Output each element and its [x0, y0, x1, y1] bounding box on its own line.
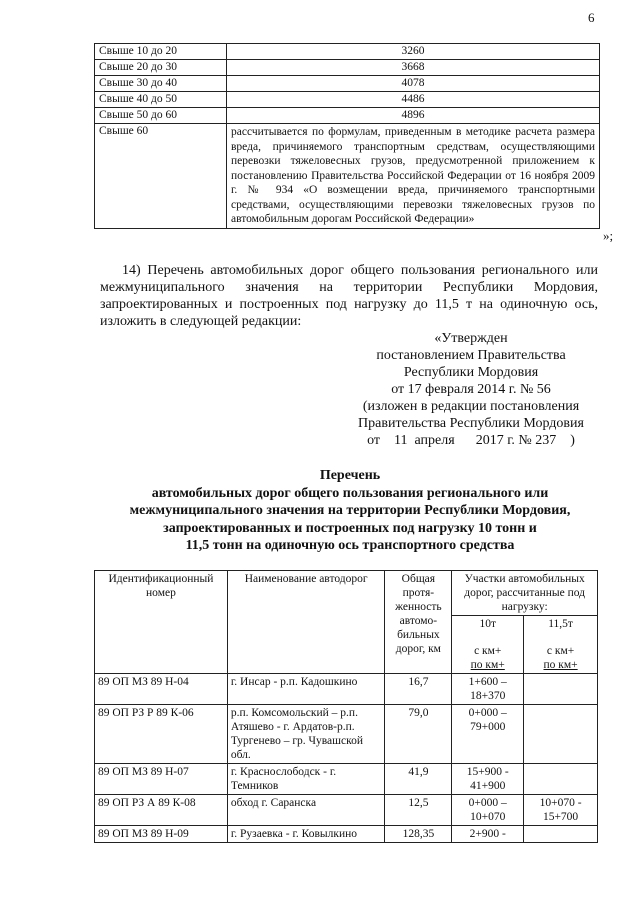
- table-row: [95, 124, 600, 229]
- header-km-to: по км+: [470, 659, 505, 671]
- section-115t: [524, 764, 598, 795]
- date-prefix: от: [367, 433, 381, 448]
- road-name: обход г. Саранска: [227, 795, 385, 826]
- section-115t: 10+070 - 15+700: [524, 795, 598, 826]
- table-row: [95, 76, 600, 92]
- date-month: апреля: [414, 433, 455, 448]
- heading-line: Перечень: [319, 468, 381, 483]
- approval-line: (изложен в редакции постановления: [362, 399, 580, 414]
- road-id: 89 ОП МЗ 89 Н-09: [95, 826, 228, 843]
- list-heading: [100, 467, 600, 555]
- table-row: [95, 764, 598, 795]
- damage-value: 4486: [227, 92, 600, 108]
- weight-range: Свыше 30 до 40: [95, 76, 227, 92]
- approval-line: постановлением Правительства: [376, 348, 566, 363]
- road-length: 12,5: [385, 795, 452, 826]
- weight-range: Свыше 60: [95, 124, 227, 229]
- header-load-10: 10т с км+ по км+: [452, 616, 524, 674]
- road-length: 128,35: [385, 826, 452, 843]
- section-10t: 0+000 – 10+070: [452, 795, 524, 826]
- heading-line: запроектированных и построенных под нагрузку 10 тонн и: [163, 520, 537, 536]
- heading-line: 11,5 тонн на одиночную ось транспортного средства: [185, 538, 515, 553]
- table-row: [95, 44, 600, 60]
- approval-line: Правительства Республики Мордовия: [358, 416, 584, 431]
- road-id: 89 ОП МЗ 89 Н-07: [95, 764, 228, 795]
- weight-range: Свыше 10 до 20: [95, 44, 227, 60]
- date-year: 2017 г. №: [475, 433, 532, 448]
- approval-block: [336, 330, 606, 449]
- damage-value: 4078: [227, 76, 600, 92]
- road-name: р.п. Комсомольский – р.п. Атяшево - г. Ардатов-р.п. Тургенево – гр. Чувашской обл.: [227, 705, 385, 764]
- section-10t: 1+600 – 18+370: [452, 674, 524, 705]
- weight-range: Свыше 20 до 30: [95, 60, 227, 76]
- approval-date-line: [336, 432, 606, 449]
- table-row: [95, 826, 598, 843]
- damage-value: 3668: [227, 60, 600, 76]
- header-name: Наименование автодорог: [227, 571, 385, 674]
- paragraph-text: 14) Перечень автомобильных дорог общего пользования регионального или межмуниципального значения на территории Республики Мордовия, запроектированных и построенных под нагрузку до 11,5 т на одиночную ось, изложить в следующей редакции:: [100, 263, 598, 329]
- decree-number: 237: [535, 433, 557, 448]
- page-number: 6: [588, 10, 595, 25]
- damage-table: [94, 43, 600, 229]
- table-row: [95, 795, 598, 826]
- section-115t: [524, 674, 598, 705]
- table-row: [95, 92, 600, 108]
- weight-range: Свыше 50 до 60: [95, 108, 227, 124]
- approval-line: «Утвержден: [434, 331, 508, 346]
- road-name: г. Рузаевка - г. Ковылкино: [227, 826, 385, 843]
- header-load-115: 11,5т с км+ по км+: [524, 616, 598, 674]
- closing-quote: »;: [603, 228, 614, 243]
- table-row: [95, 705, 598, 764]
- road-id: 89 ОП РЗ А 89 К-08: [95, 795, 228, 826]
- roads-table: [94, 570, 598, 843]
- heading-line: межмуниципального значения на территории Республики Мордовия,: [129, 503, 571, 518]
- header-km-from: с км+: [474, 645, 502, 657]
- date-suffix: ): [570, 433, 575, 448]
- header-km-to: по км+: [543, 659, 578, 671]
- road-name: г. Краснослободск - г. Темников: [227, 764, 385, 795]
- header-km-from: с км+: [546, 645, 575, 657]
- header-id: Идентификационный номер: [95, 571, 228, 674]
- road-name: г. Инсар - р.п. Кадошкино: [227, 674, 385, 705]
- section-10t: 2+900 -: [452, 826, 524, 843]
- table-row: [95, 60, 600, 76]
- table-row: [95, 108, 600, 124]
- weight-range: Свыше 40 до 50: [95, 92, 227, 108]
- amendment-paragraph: [100, 262, 598, 330]
- table-row: [95, 674, 598, 705]
- approval-line: от 17 февраля 2014 г. № 56: [391, 382, 551, 397]
- section-115t: [524, 826, 598, 843]
- damage-formula-text: рассчитывается по формулам, приведенным в методике расчета размера вреда, причиняемого транспортным средствам, осуществляющими перевозки тяжеловесных грузов, предусмотренной приложением к постановлению Правительства Российской Федерации от 16 ноября 2009 г. № 934 «О возмещении вреда, причиняемого транспортными средствами, осуществляющими перевозки тяжеловесных грузов по автомобильным дорогам Российской Федерации»: [227, 124, 600, 229]
- road-length: 16,7: [385, 674, 452, 705]
- section-10t: 0+000 – 79+000: [452, 705, 524, 764]
- road-id: 89 ОП РЗ Р 89 К-06: [95, 705, 228, 764]
- road-length: 79,0: [385, 705, 452, 764]
- heading-line: автомобильных дорог общего пользования регионального или: [151, 485, 549, 501]
- table-header-row: [95, 571, 598, 616]
- road-id: 89 ОП МЗ 89 Н-04: [95, 674, 228, 705]
- header-sections: Участки автомобильных дорог, рассчитанные под нагрузку:: [452, 571, 598, 616]
- date-day: 11: [394, 433, 408, 448]
- section-10t: 15+900 - 41+900: [452, 764, 524, 795]
- road-length: 41,9: [385, 764, 452, 795]
- header-length: Общая протя-женность автомо-бильных дорог, км: [385, 571, 452, 674]
- damage-value: 4896: [227, 108, 600, 124]
- section-115t: [524, 705, 598, 764]
- damage-value: 3260: [227, 44, 600, 60]
- approval-line: Республики Мордовия: [403, 365, 539, 380]
